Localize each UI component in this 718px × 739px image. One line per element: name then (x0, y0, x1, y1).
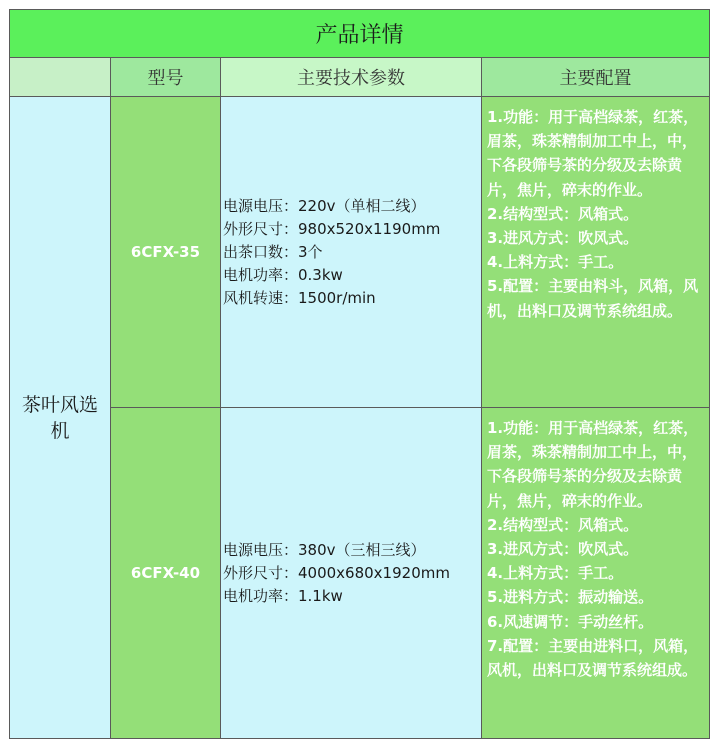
header-model: 型号 (111, 58, 221, 97)
config-cell (482, 97, 710, 408)
config-line: 3.进风方式：吹风式。 (487, 540, 639, 559)
config-line: 1.功能：用于高档绿茶，红茶，眉茶，珠茶精制加工中上，中，下各段筛号茶的分级及去除黄片，焦片，碎末的作业。 (487, 108, 699, 199)
config-line: 2.结构型式：风箱式。 (487, 515, 639, 534)
product-details-table (9, 9, 710, 739)
params-cell (221, 97, 482, 408)
header-params: 主要技术参数 (221, 58, 482, 97)
header-blank (10, 58, 111, 97)
product-name-text: 茶叶风选机 (21, 393, 98, 442)
param-line: 外形尺寸：4000x680x1920mm (223, 563, 450, 582)
param-line: 电源电压：380v（三相三线） (223, 540, 426, 559)
header-config: 主要配置 (482, 58, 710, 97)
param-line: 电机功率：1.1kw (223, 586, 343, 605)
config-cell (482, 408, 710, 739)
config-line: 3.进风方式：吹风式。 (487, 229, 639, 248)
param-line: 电机功率：0.3kw (223, 265, 343, 284)
param-line: 风机转速：1500r/min (223, 288, 376, 307)
config-line: 7.配置：主要由进料口，风箱，风机，出料口及调节系统组成。 (487, 636, 699, 680)
config-line: 5.配置：主要由料斗，风箱，风机，出料口及调节系统组成。 (487, 277, 699, 320)
param-line: 电源电压：220v（单相二线） (223, 196, 426, 215)
config-line: 2.结构型式：风箱式。 (487, 204, 639, 223)
param-line: 出茶口数：3个 (223, 242, 323, 261)
model-cell: 6CFX-35 (111, 97, 221, 408)
config-line: 1.功能：用于高档绿茶，红茶，眉茶，珠茶精制加工中上，中，下各段筛号茶的分级及去除黄片，焦片，碎末的作业。 (487, 419, 699, 510)
config-line: 5.进料方式：振动输送。 (487, 588, 654, 607)
table-row (10, 408, 710, 739)
model-cell: 6CFX-40 (111, 408, 221, 739)
config-line: 4.上料方式：手工。 (487, 564, 624, 583)
param-line: 外形尺寸：980x520x1190mm (223, 219, 441, 238)
table-row (10, 97, 710, 408)
config-line: 4.上料方式：手工。 (487, 253, 624, 272)
table-title: 产品详情 (10, 10, 710, 58)
config-line: 6.风速调节：手动丝杆。 (487, 612, 654, 631)
params-cell (221, 408, 482, 739)
product-name (10, 97, 111, 739)
